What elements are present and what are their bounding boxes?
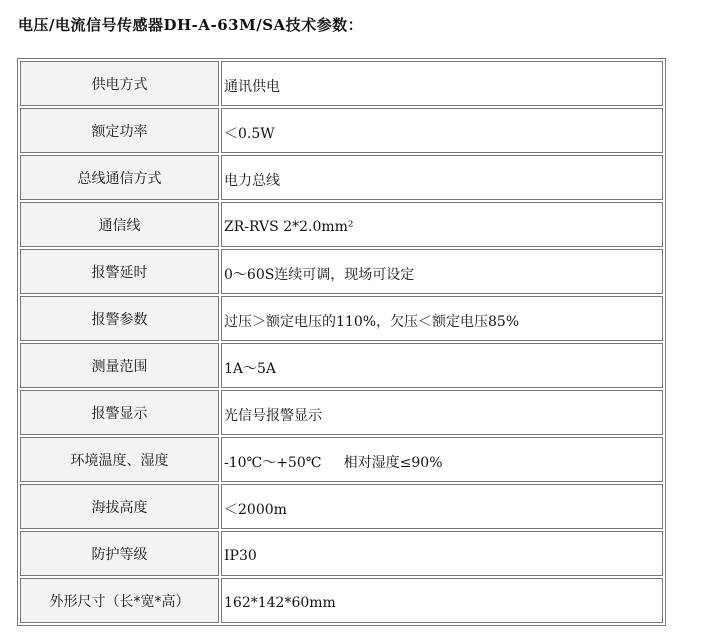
- param-label: 供电方式: [20, 61, 219, 106]
- table-row: [20, 531, 663, 576]
- param-value: ZR-RVS 2*2.0mm²: [221, 202, 663, 247]
- param-value: 通讯供电: [221, 61, 663, 106]
- param-label: 额定功率: [20, 108, 219, 153]
- param-label: 总线通信方式: [20, 155, 219, 200]
- param-label: 防护等级: [20, 531, 219, 576]
- param-label: 测量范围: [20, 343, 219, 388]
- param-label: 外形尺寸（长*宽*高）: [20, 578, 219, 623]
- table-row: [20, 390, 663, 435]
- param-value: ＜2000m: [221, 484, 663, 529]
- param-value: 162*142*60mm: [221, 578, 663, 623]
- param-label: 环境温度、湿度: [20, 437, 219, 482]
- param-value: 电力总线: [221, 155, 663, 200]
- table-row: [20, 437, 663, 482]
- table-row: [20, 108, 663, 153]
- table-row: [20, 202, 663, 247]
- table-row: [20, 296, 663, 341]
- param-value: 0～60S连续可调，现场可设定: [221, 249, 663, 294]
- param-label: 报警显示: [20, 390, 219, 435]
- table-row: [20, 578, 663, 623]
- param-label: 报警延时: [20, 249, 219, 294]
- param-value: 1A～5A: [221, 343, 663, 388]
- param-value: -10℃～+50℃ 相对湿度≤90%: [221, 437, 663, 482]
- table-row: [20, 343, 663, 388]
- document-heading: 电压/电流信号传感器DH-A-63M/SA技术参数：: [18, 16, 364, 34]
- table-row: [20, 155, 663, 200]
- table-row: [20, 249, 663, 294]
- param-label: 报警参数: [20, 296, 219, 341]
- param-value: ＜0.5W: [221, 108, 663, 153]
- param-value: 过压＞额定电压的110%，欠压＜额定电压85%: [221, 296, 663, 341]
- param-label: 通信线: [20, 202, 219, 247]
- table-row: [20, 484, 663, 529]
- table-row: [20, 61, 663, 106]
- spec-table: [17, 58, 666, 626]
- param-value: IP30: [221, 531, 663, 576]
- param-label: 海拔高度: [20, 484, 219, 529]
- param-value: 光信号报警显示: [221, 390, 663, 435]
